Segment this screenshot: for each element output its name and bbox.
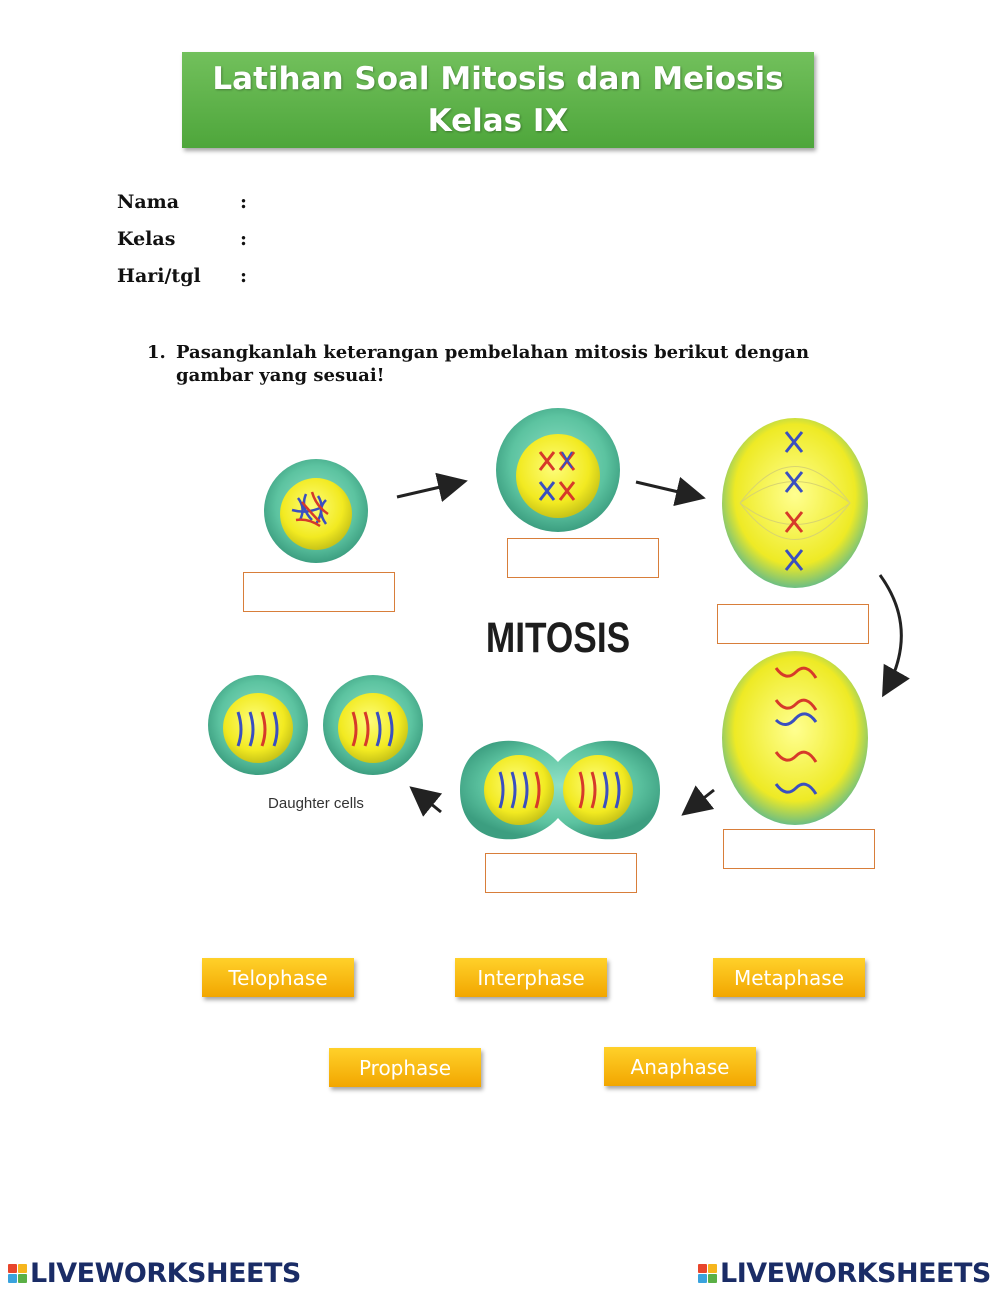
brand-name: LIVEWORKSHEETS — [30, 1257, 301, 1289]
tile-prophase[interactable]: Prophase — [329, 1048, 481, 1087]
answer-box-telophase[interactable] — [485, 853, 637, 893]
field-colon: : — [240, 265, 248, 287]
footer-logo-left — [8, 1256, 301, 1290]
answer-box-anaphase[interactable] — [723, 829, 875, 869]
tile-metaphase[interactable]: Metaphase — [713, 958, 865, 997]
question-text: Pasangkanlah keterangan pembelahan mitosis berikut dengan gambar yang sesuai! — [176, 342, 810, 386]
daughter-cells — [208, 675, 423, 775]
field-colon: : — [240, 228, 248, 250]
cell-interphase — [264, 459, 368, 563]
field-colon: : — [240, 191, 248, 213]
tile-interphase[interactable]: Interphase — [455, 958, 607, 997]
field-label: Hari/tgl — [117, 265, 201, 287]
cell-telophase — [460, 741, 660, 840]
answer-box-metaphase[interactable] — [717, 604, 869, 644]
cell-anaphase — [722, 651, 868, 825]
logo-blocks-icon — [8, 1264, 27, 1283]
cell-metaphase — [722, 418, 868, 588]
title-line-2: Kelas IX — [427, 103, 569, 139]
question-number: 1. — [147, 342, 166, 363]
answer-box-prophase[interactable] — [507, 538, 659, 578]
field-label: Nama — [117, 191, 180, 213]
daughter-cells-label: Daughter cells — [268, 795, 364, 812]
logo-blocks-icon — [698, 1264, 717, 1283]
tile-telophase[interactable]: Telophase — [202, 958, 354, 997]
answer-box-interphase[interactable] — [243, 572, 395, 612]
footer-logo-right — [698, 1256, 991, 1290]
cell-prophase — [496, 408, 620, 532]
tile-anaphase[interactable]: Anaphase — [604, 1047, 756, 1086]
field-label: Kelas — [117, 228, 176, 250]
title-line-1: Latihan Soal Mitosis dan Meiosis — [212, 61, 784, 97]
diagram-title: MITOSIS — [485, 613, 631, 662]
brand-name: LIVEWORKSHEETS — [720, 1257, 991, 1289]
